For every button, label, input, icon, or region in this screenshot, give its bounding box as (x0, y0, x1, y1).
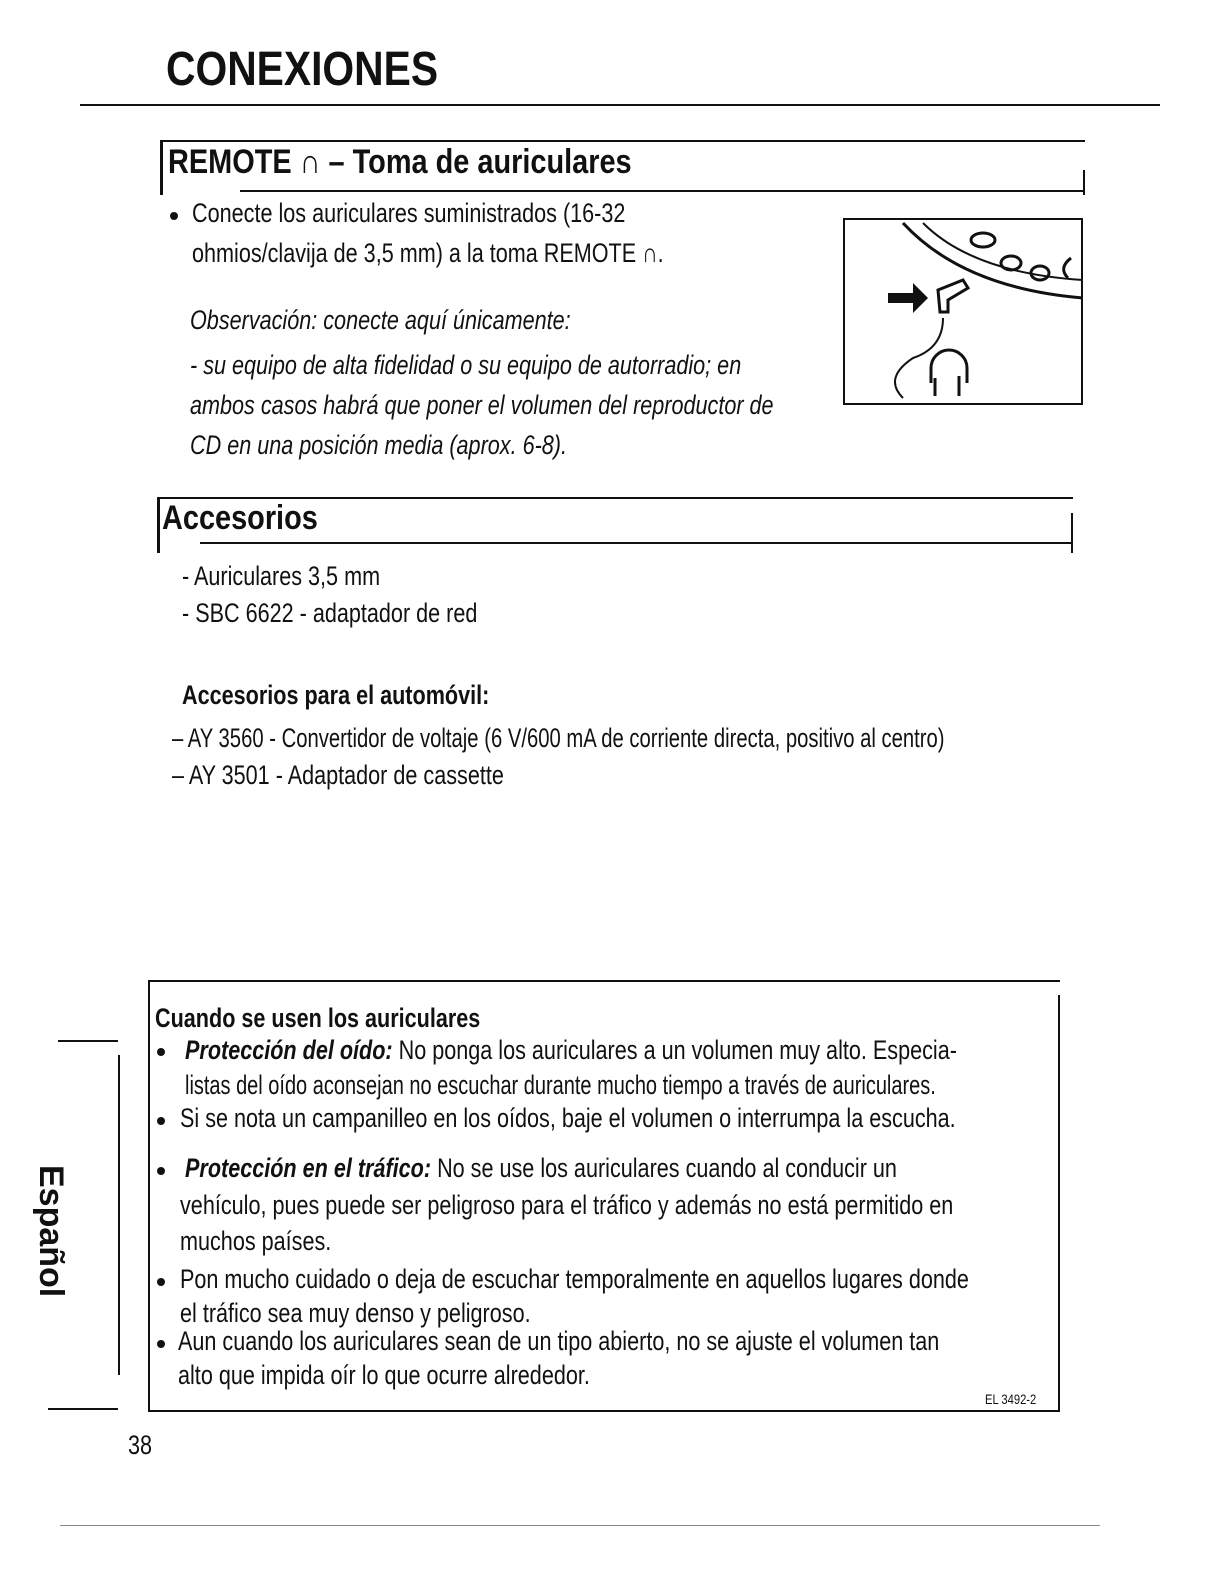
warning-heading: Cuando se usen los auriculares (155, 1003, 481, 1033)
list-item: - Auriculares 3,5 mm (182, 561, 381, 591)
list-item: - SBC 6622 - adaptador de red (182, 598, 478, 628)
note-line: ambos casos habrá que poner el volumen del reproductor de (190, 390, 774, 420)
text-line: ohmios/clavija de 3,5 mm) a la toma REMOTE ∩. (192, 238, 664, 268)
car-accessories-heading: Accesorios para el automóvil: (182, 680, 490, 710)
page-number: 38 (128, 1430, 153, 1460)
headphone-connection-illustration (843, 218, 1083, 405)
note-line: CD en una posición media (aprox. 6-8). (190, 430, 567, 460)
note-line: Observación: conecte aquí únicamente: (190, 305, 571, 335)
language-tab: Español (32, 1165, 70, 1298)
divider (80, 104, 1160, 106)
document-code: EL 3492-2 (985, 1391, 1037, 1407)
list-item: – AY 3560 - Convertidor de voltaje (6 V/600 mA de corriente directa, positivo al centro) (172, 723, 945, 753)
note-line: - su equipo de alta fidelidad o su equipo de autorradio; en (190, 350, 742, 380)
remote-heading: REMOTE ∩ – Toma de auriculares (168, 143, 632, 181)
document-page: CONEXIONES REMOTE ∩ – Toma de auriculares Conecte los auriculares suministrados (16-32 ohmios/clavija de 3,5 mm) a la toma REMOTE ∩. Observación: conecte aquí únicamente: - su equipo de alta fidelidad o su equipo de autorradio; en ambos casos habrá que poner el volumen del reproductor de CD en una posición media (aprox. 6-8). Accesorios - Auriculares 3,5 mm - SBC 6622 - adaptador de red Accesorios para el automóvil: – AY 3560 - Convertidor de voltaje (6 V/600 mA de corriente directa, positivo al centro) – AY 3501 - Adaptador de cassette Cuando se usen los auriculares Protección del oído: No ponga los auriculares a un volumen muy alto. Especia- listas del oído aconsejan no escuchar durante mucho tiempo a través de auriculares. Si se nota un campanilleo en los oídos, baje el volumen o interrumpa la escucha. Protección en el tráfico: No se use los auriculares cuando al conducir un vehículo, pues puede ser peligroso para el tráfico y además no está permitido en muchos países. Pon mucho cuidado o deja de escuchar temporalmente en aquellos lugares donde el tráfico sea muy denso y peligroso. Aun cuando los auriculares sean de un tipo abierto, no se ajuste el volumen tan alto que impida oír lo que ocurre alrededor. EL 3492-2 Español 38 (0, 0, 1225, 1585)
accesorios-heading: Accesorios (162, 499, 318, 537)
page-title: CONEXIONES (166, 43, 439, 96)
list-item: – AY 3501 - Adaptador de cassette (172, 760, 504, 790)
text-line: Conecte los auriculares suministrados (16-32 (192, 198, 626, 228)
